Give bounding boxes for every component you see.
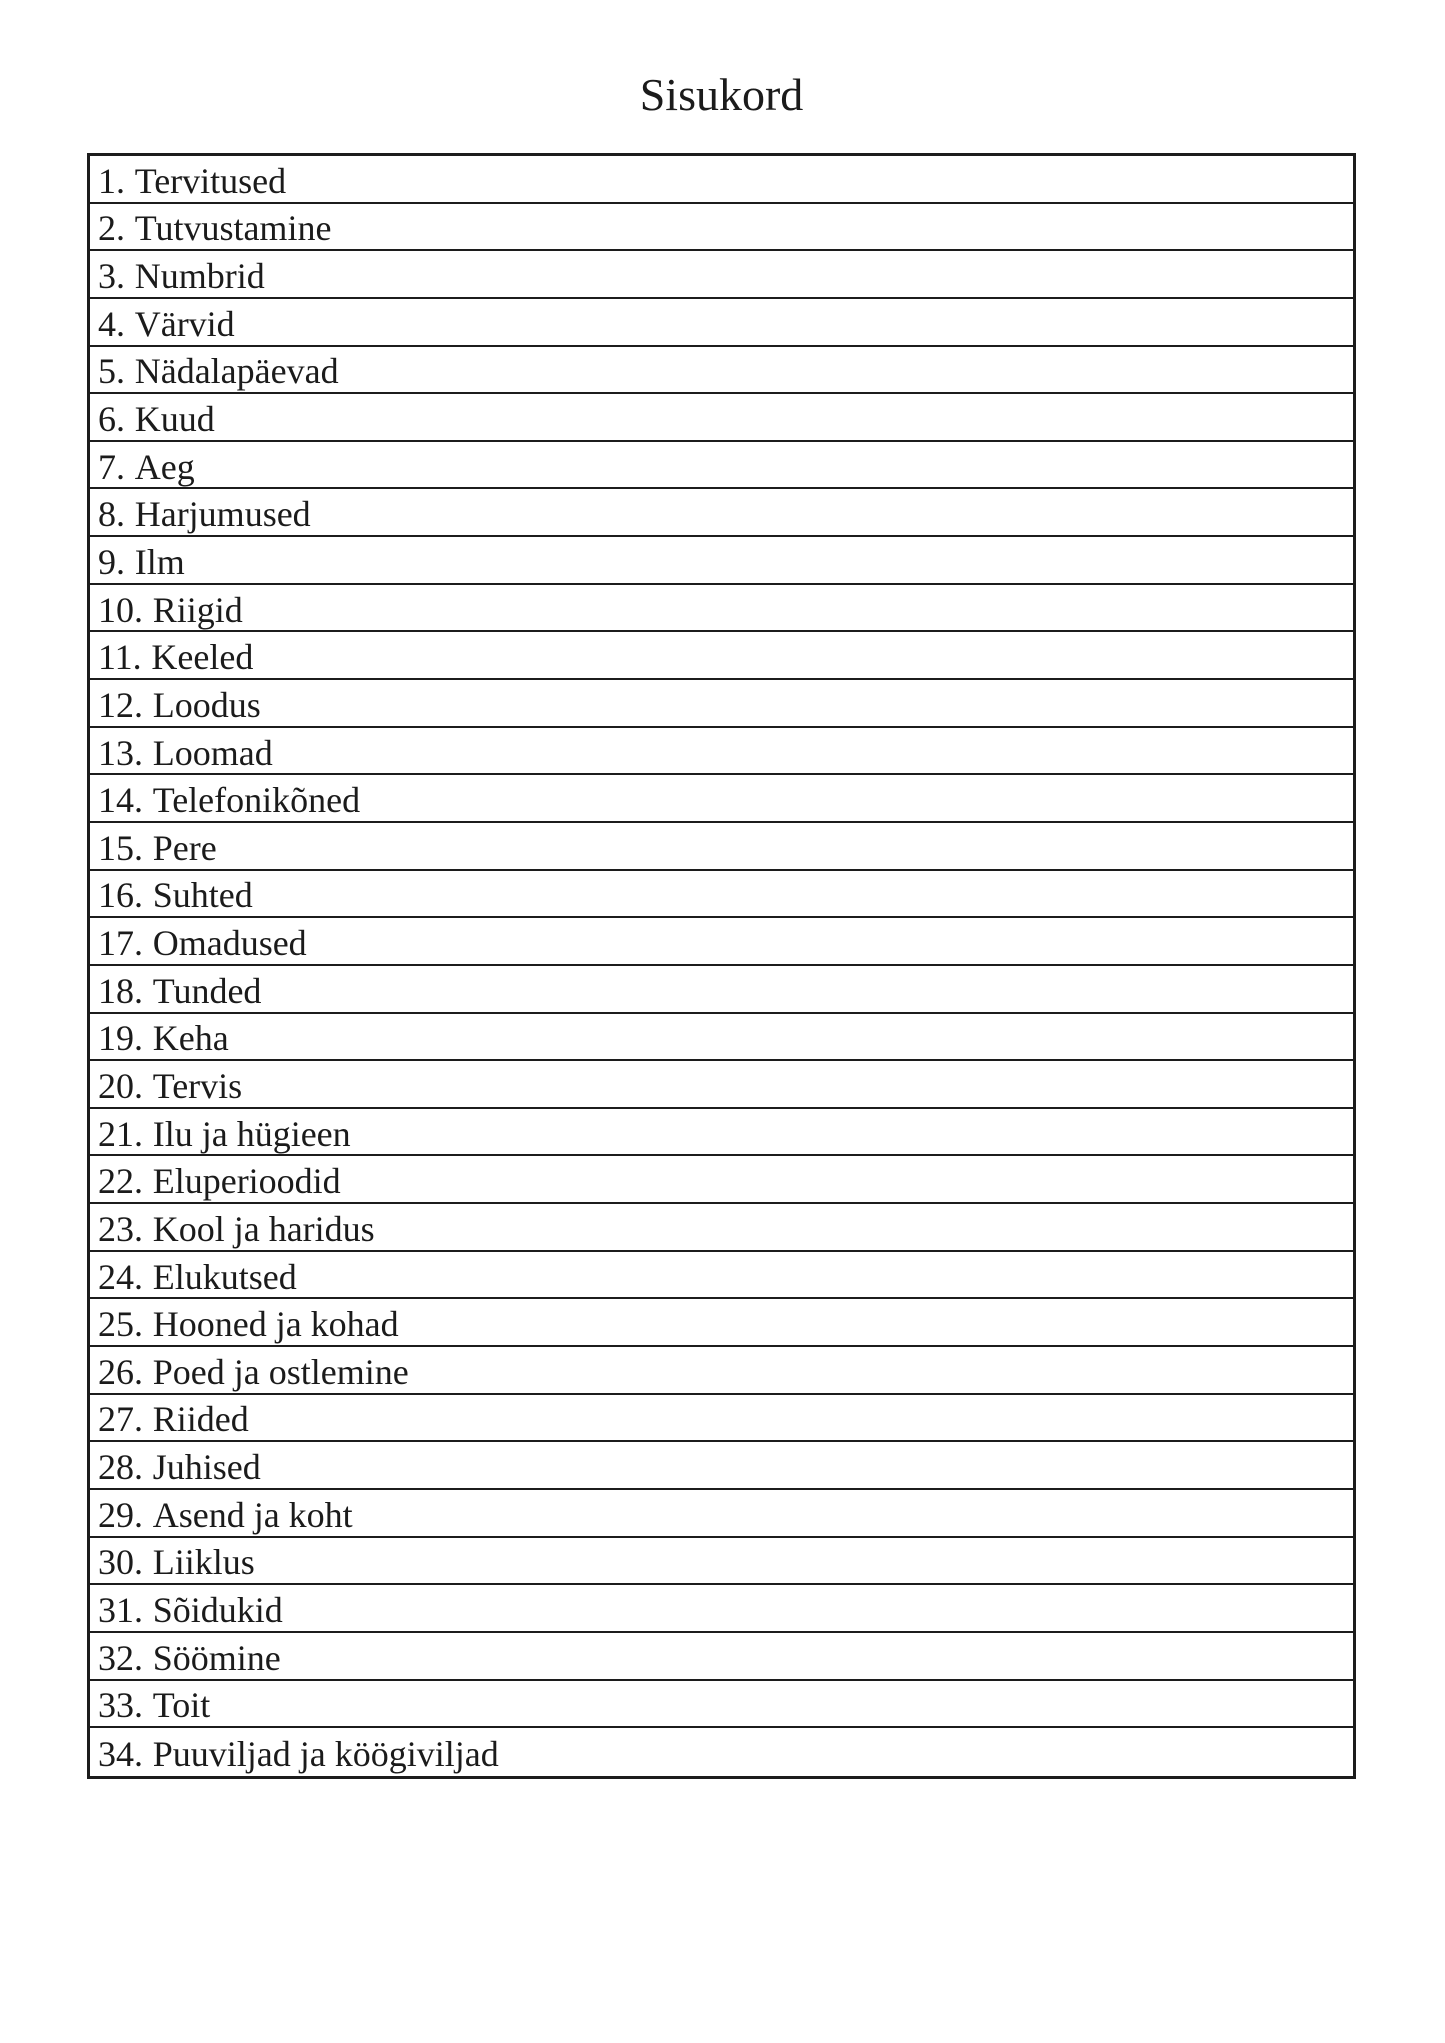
toc-item-number: 33. [98, 1685, 143, 1726]
toc-item-label: Kool ja haridus [152, 1208, 375, 1249]
toc-item-number: 27. [98, 1399, 143, 1440]
toc-item-label: Hooned ja kohad [152, 1304, 399, 1345]
toc-item-label: Numbrid [134, 256, 265, 297]
toc-row [90, 1061, 1353, 1109]
toc-item-number: 11. [98, 637, 142, 678]
toc-item-number: 18. [98, 970, 143, 1011]
toc-row [90, 1728, 1353, 1776]
toc-item-number: 15. [98, 827, 143, 868]
toc-item-number: 8. [98, 494, 125, 535]
toc-item-label: Pere [152, 827, 217, 868]
page-title: Sisukord [639, 69, 804, 120]
toc-item-label: Keeled [151, 637, 254, 678]
toc-item-number: 22. [98, 1161, 143, 1202]
toc-item-number: 3. [98, 256, 125, 297]
toc-item-number: 30. [98, 1542, 143, 1583]
toc-row [90, 728, 1353, 776]
toc-row [90, 299, 1353, 347]
toc-item-number: 23. [98, 1208, 143, 1249]
toc-item-number: 19. [98, 1018, 143, 1059]
toc-row [90, 1538, 1353, 1586]
toc-item-label: Nädalapäevad [134, 351, 339, 392]
toc-row [90, 680, 1353, 728]
toc-item-number: 12. [98, 684, 143, 725]
toc-item-label: Asend ja koht [152, 1494, 353, 1535]
toc-row [90, 347, 1353, 395]
toc-row [90, 823, 1353, 871]
toc-item-number: 24. [98, 1256, 143, 1297]
toc-row [90, 1442, 1353, 1490]
toc-item-label: Tutvustamine [134, 208, 332, 249]
toc-row [90, 585, 1353, 633]
toc-item-label: Söömine [152, 1637, 281, 1678]
toc-item-number: 26. [98, 1351, 143, 1392]
toc-item-number: 34. [98, 1733, 143, 1774]
toc-row [90, 1585, 1353, 1633]
toc-row [90, 489, 1353, 537]
toc-row [90, 394, 1353, 442]
toc-item-label: Riigid [152, 589, 243, 630]
toc-row [90, 1633, 1353, 1681]
toc-item-label: Toit [152, 1685, 211, 1726]
toc-item-number: 32. [98, 1637, 143, 1678]
toc-item-number: 4. [98, 303, 125, 344]
toc-item-label: Omadused [152, 923, 307, 964]
toc-item-label: Sõidukid [152, 1590, 283, 1631]
toc-item-label: Ilu ja hügieen [152, 1113, 351, 1154]
toc-item-label: Tervis [152, 1065, 243, 1106]
toc-item-number: 21. [98, 1113, 143, 1154]
toc-item-number: 14. [98, 780, 143, 821]
toc-row [90, 1395, 1353, 1443]
toc-item-label: Loomad [152, 732, 273, 773]
toc-row [90, 442, 1353, 490]
toc-row [90, 871, 1353, 919]
toc-item-number: 6. [98, 399, 125, 440]
toc-item-label: Eluperioodid [152, 1161, 341, 1202]
toc-item-number: 1. [98, 160, 125, 201]
toc-item-label: Riided [152, 1399, 249, 1440]
toc-row [90, 1014, 1353, 1062]
toc-row [90, 632, 1353, 680]
toc-item-number: 16. [98, 875, 143, 916]
toc-item-number: 9. [98, 541, 125, 582]
toc-item-label: Kuud [134, 399, 215, 440]
toc-row [90, 966, 1353, 1014]
toc-row [90, 204, 1353, 252]
toc-row [90, 1490, 1353, 1538]
toc-item-label: Harjumused [134, 494, 311, 535]
toc-row [90, 1252, 1353, 1300]
toc-item-number: 28. [98, 1447, 143, 1488]
toc-item-number: 31. [98, 1590, 143, 1631]
toc-item-number: 20. [98, 1065, 143, 1106]
toc-item-number: 29. [98, 1494, 143, 1535]
toc-item-label: Juhised [152, 1447, 261, 1488]
toc-table [87, 153, 1356, 1779]
toc-row [90, 918, 1353, 966]
toc-item-label: Tunded [152, 970, 262, 1011]
toc-item-label: Värvid [134, 303, 235, 344]
toc-item-number: 25. [98, 1304, 143, 1345]
toc-item-label: Elukutsed [152, 1256, 297, 1297]
toc-row [90, 537, 1353, 585]
toc-row [90, 775, 1353, 823]
toc-row [90, 1347, 1353, 1395]
toc-item-number: 5. [98, 351, 125, 392]
toc-item-label: Telefonikõned [152, 780, 361, 821]
toc-row [90, 1156, 1353, 1204]
toc-item-number: 2. [98, 208, 125, 249]
toc-item-number: 13. [98, 732, 143, 773]
toc-row [90, 251, 1353, 299]
toc-row [90, 1204, 1353, 1252]
toc-item-label: Loodus [152, 684, 261, 725]
toc-item-label: Ilm [134, 541, 185, 582]
toc-item-label: Poed ja ostlemine [152, 1351, 409, 1392]
toc-row [90, 1109, 1353, 1157]
toc-item-label: Keha [152, 1018, 229, 1059]
toc-item-number: 7. [98, 446, 125, 487]
toc-item-label: Puuviljad ja köögiviljad [152, 1733, 499, 1774]
toc-item-label: Suhted [152, 875, 253, 916]
toc-item-label: Tervitused [134, 160, 287, 201]
toc-item-label: Liiklus [152, 1542, 255, 1583]
toc-item-label: Aeg [134, 446, 195, 487]
toc-item-number: 10. [98, 589, 143, 630]
toc-item-number: 17. [98, 923, 143, 964]
toc-row [90, 1681, 1353, 1729]
toc-row [90, 156, 1353, 204]
toc-row [90, 1299, 1353, 1347]
